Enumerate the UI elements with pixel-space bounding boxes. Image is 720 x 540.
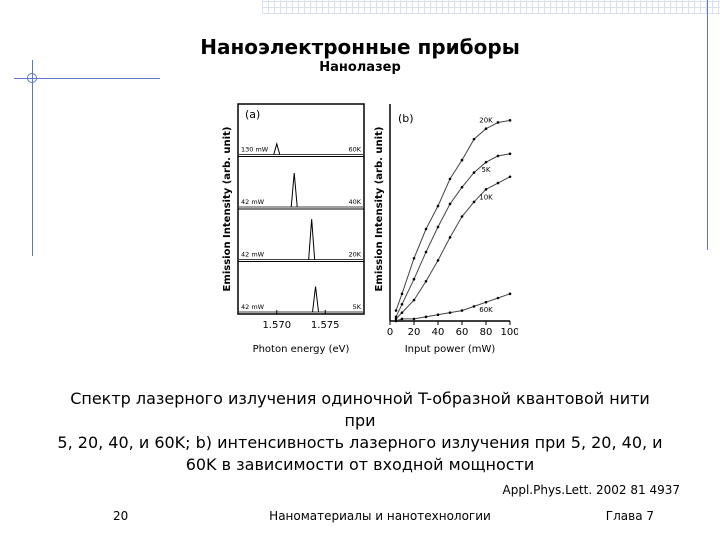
caption-line-1: Спектр лазерного излучения одиночной T-образной квантовой нити при xyxy=(70,389,650,430)
panel-b-point xyxy=(413,318,416,321)
panel-b-point xyxy=(509,175,512,178)
panel-a-xlabel: Photon energy (eV) xyxy=(252,344,350,355)
panel-a-rows xyxy=(238,144,364,312)
panel-b-point xyxy=(401,303,404,306)
panel-b-point xyxy=(473,171,476,174)
panel-a-power-label: 42 mW xyxy=(241,198,265,206)
panel-a-peak xyxy=(313,287,319,313)
panel-b-xtick-label: 0 xyxy=(386,327,394,338)
panel-b-point xyxy=(461,186,464,189)
panel-b-point xyxy=(401,311,404,314)
panel-b-point xyxy=(509,119,512,122)
panel-b-point xyxy=(437,313,440,316)
panel-b-point xyxy=(497,121,500,124)
panel-a-label: (a) xyxy=(245,108,261,121)
panel-b-point xyxy=(449,236,452,239)
caption-line-2: 5, 20, 40, и 60K; b) интенсивность лазерного излучения при 5, 20, 40, и xyxy=(57,433,663,452)
panel-b-point xyxy=(401,318,404,321)
figure-caption xyxy=(56,388,664,476)
panel-b-point xyxy=(485,127,488,130)
decorative-line-vertical xyxy=(32,60,33,256)
footer-chapter: Глава 7 xyxy=(605,509,654,523)
panel-b-xtick-label: 40 xyxy=(431,327,445,338)
panel-b-point xyxy=(461,215,464,218)
panel-b-point xyxy=(413,278,416,281)
panel-b-curve-label: 60K xyxy=(479,306,493,315)
panel-b-point xyxy=(473,201,476,204)
panel-b-curve-label: 5K xyxy=(481,166,491,175)
panel-b-point xyxy=(461,309,464,312)
panel-b-point xyxy=(449,311,452,314)
panel-a-xtick-label: 1.570 xyxy=(262,320,292,331)
header-grid-decoration xyxy=(262,0,720,14)
footer-course-title: Наноматериалы и нанотехнологии xyxy=(269,509,491,523)
panel-b-point xyxy=(401,293,404,296)
panel-a-peak xyxy=(291,173,297,207)
panel-b-point xyxy=(485,188,488,191)
panel-b-point xyxy=(413,299,416,302)
panel-b-point xyxy=(395,309,398,312)
caption-line-3: 60K в зависимости от входной мощности xyxy=(185,455,535,474)
panel-b-curve xyxy=(396,177,510,319)
panel-a-temp-label: 5K xyxy=(352,303,361,311)
panel-b-point xyxy=(425,280,428,283)
panel-b-point xyxy=(425,251,428,254)
figure xyxy=(218,96,518,362)
panel-b-xtick-label: 60 xyxy=(455,327,469,338)
panel-a xyxy=(222,104,364,355)
panel-b-point xyxy=(437,226,440,229)
panel-b-point xyxy=(461,159,464,162)
panel-b-point xyxy=(473,138,476,141)
reference-citation: Appl.Phys.Lett. 2002 81 4937 xyxy=(502,483,680,497)
panel-b-curve-label: 10K xyxy=(479,193,493,202)
slide-title: Наноэлектронные приборы xyxy=(200,35,520,59)
panel-b-point xyxy=(437,259,440,262)
panel-b-point xyxy=(497,297,500,300)
panel-a-power-label: 130 mW xyxy=(241,145,269,154)
panel-b-point xyxy=(485,161,488,164)
panel-a-xtick-label: 1.575 xyxy=(310,320,340,331)
panel-b-point xyxy=(413,257,416,260)
panel-a-temp-label: 20K xyxy=(348,250,361,259)
panel-b-point xyxy=(437,205,440,208)
panel-a-power-label: 42 mW xyxy=(241,250,265,259)
panel-b-label: (b) xyxy=(398,112,414,125)
panel-b-point xyxy=(509,293,512,296)
panel-a-peak xyxy=(309,219,315,259)
panel-b-curves xyxy=(395,117,512,323)
figure-svg xyxy=(218,96,518,358)
panel-b-ylabel: Emission Intensity (arb. unit) xyxy=(374,126,385,292)
panel-b-point xyxy=(395,320,398,323)
panel-a-ylabel: Emission Intensity (arb. unit) xyxy=(222,126,233,292)
panel-a-ticks xyxy=(262,310,339,331)
panel-a-power-label: 42 mW xyxy=(241,303,265,311)
panel-b-point xyxy=(425,316,428,319)
footer-page-number: 20 xyxy=(113,509,129,523)
panel-b-curve xyxy=(396,154,510,317)
panel-b xyxy=(374,104,518,355)
panel-b-point xyxy=(509,153,512,156)
panel-b-point xyxy=(497,155,500,158)
panel-b-point xyxy=(497,182,500,185)
panel-b-xtick-label: 20 xyxy=(407,327,421,338)
slide-subtitle: Нанолазер xyxy=(319,60,401,75)
panel-b-xlabel: Input power (mW) xyxy=(404,344,496,355)
panel-b-curve xyxy=(396,294,510,321)
panel-a-temp-label: 60K xyxy=(348,145,361,154)
panel-b-xtick-label: 80 xyxy=(479,327,493,338)
panel-b-point xyxy=(473,305,476,308)
panel-a-peak xyxy=(274,144,280,155)
panel-b-ticks xyxy=(387,321,518,338)
panel-b-point xyxy=(425,228,428,231)
panel-a-temp-label: 40K xyxy=(348,198,361,206)
panel-b-curve-label: 20K xyxy=(479,116,493,125)
panel-b-point xyxy=(449,203,452,206)
panel-b-xtick-label: 100 xyxy=(500,327,518,338)
panel-b-point xyxy=(485,301,488,304)
panel-b-point xyxy=(449,178,452,181)
